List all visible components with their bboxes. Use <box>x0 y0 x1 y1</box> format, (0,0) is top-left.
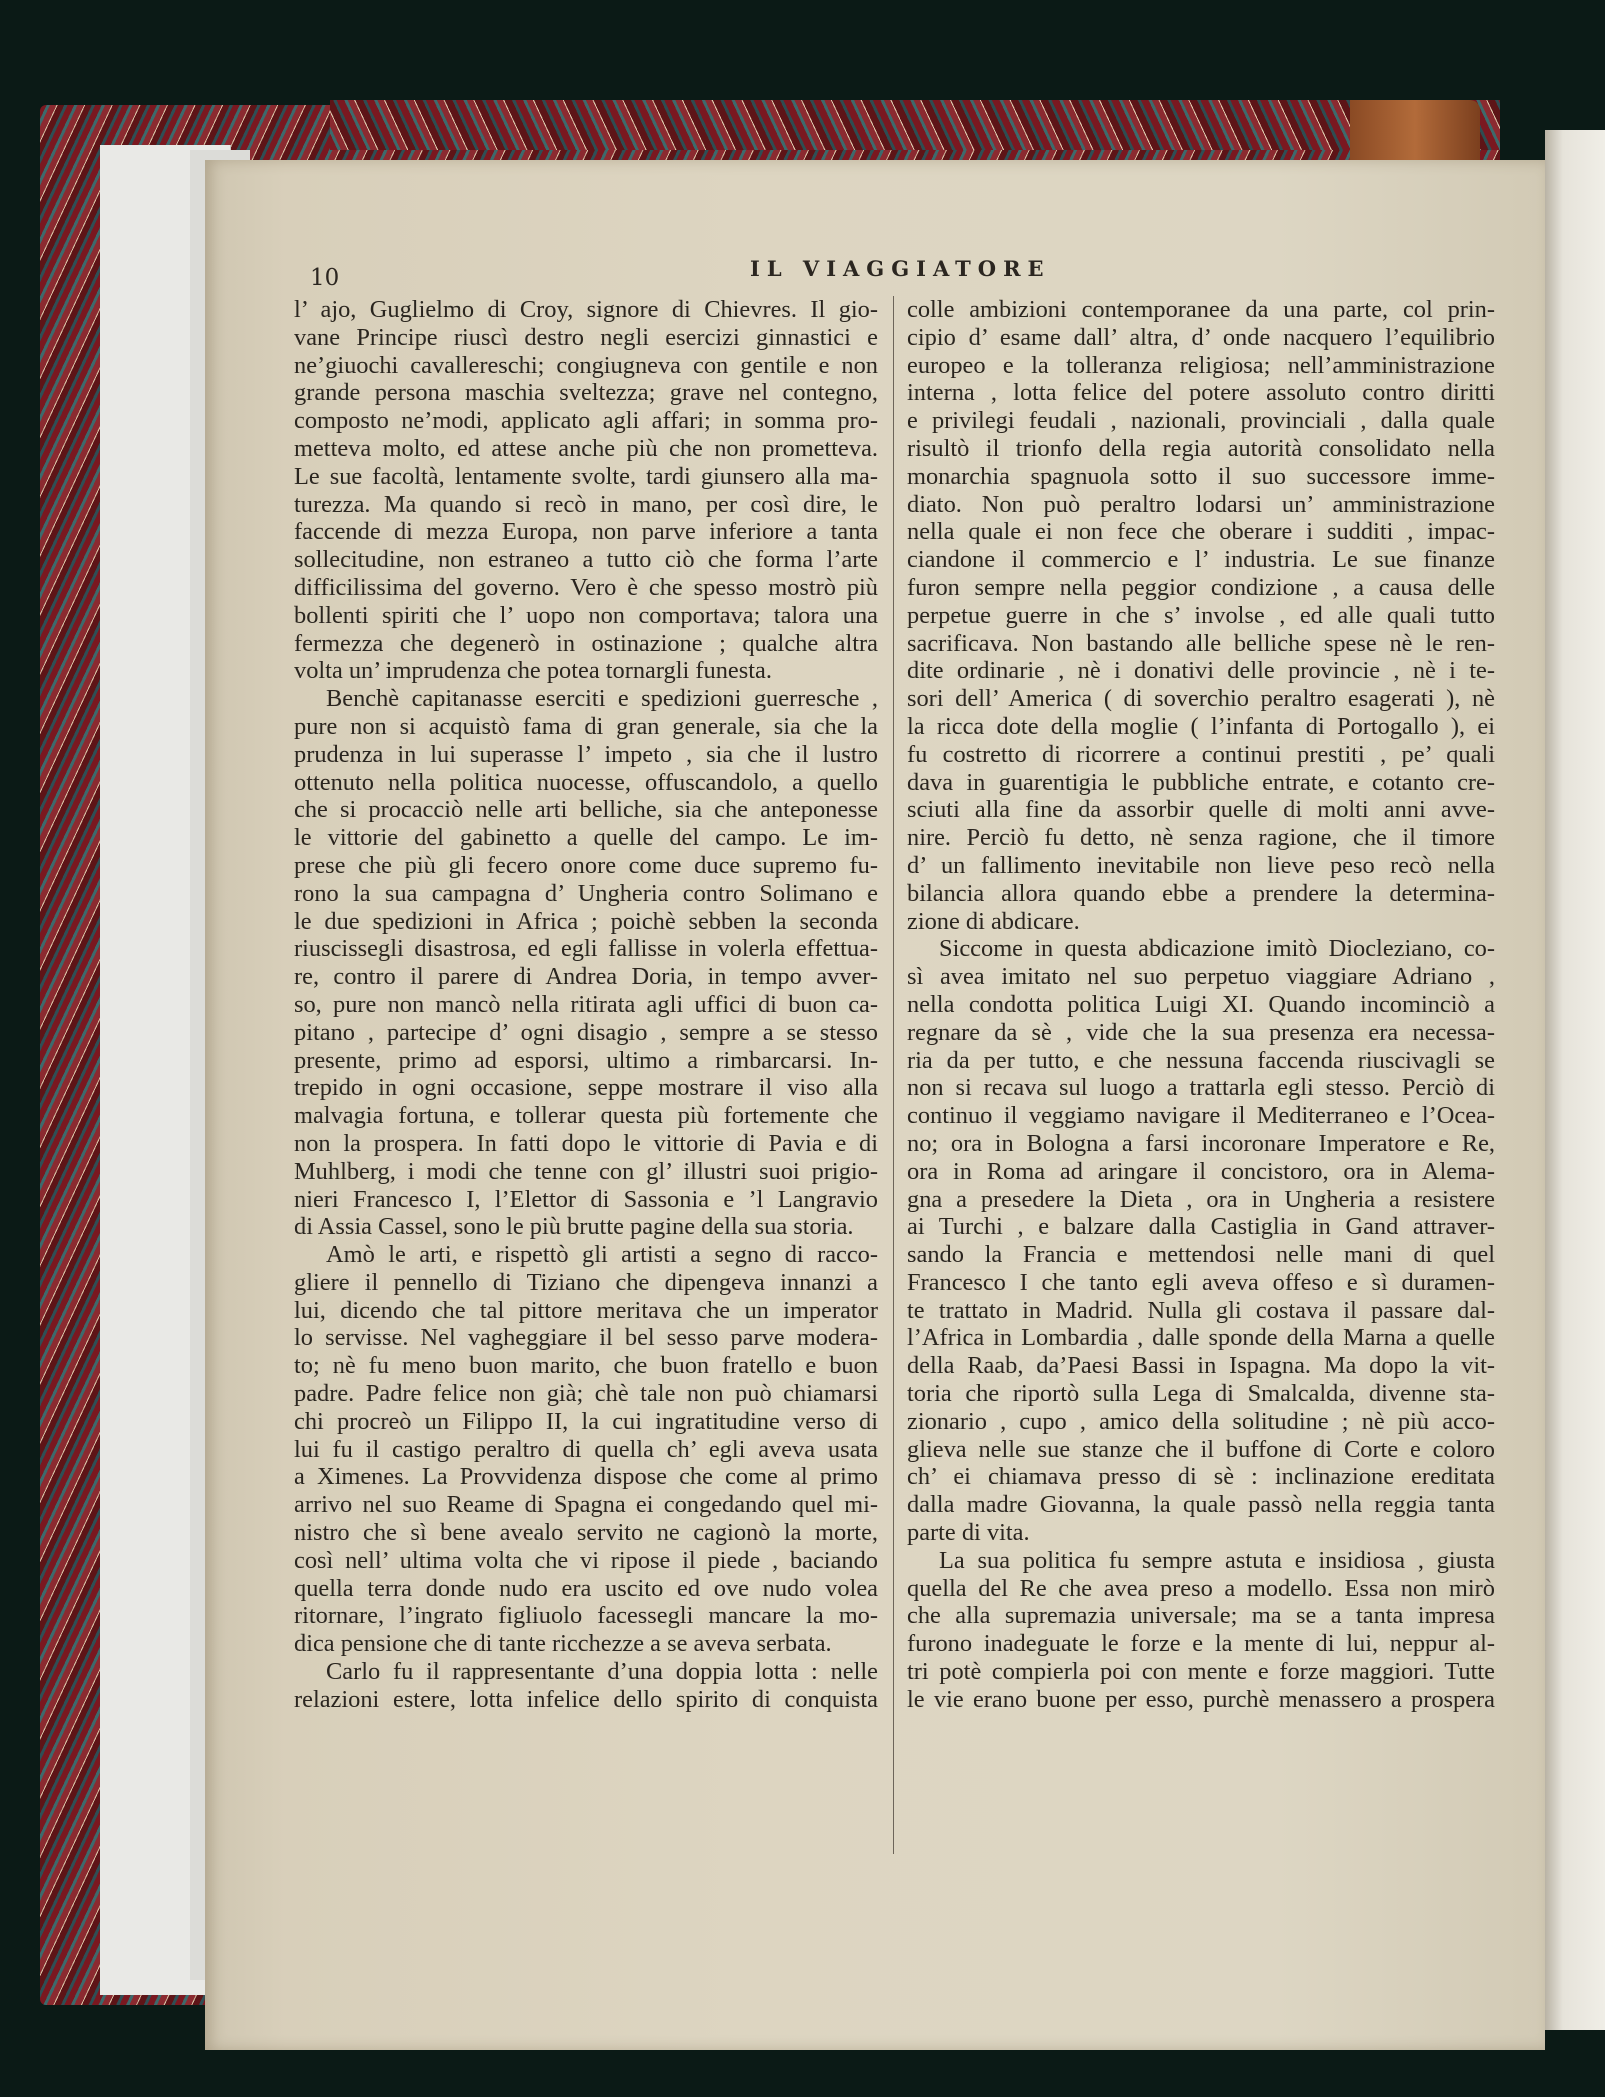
text-line: Amò le arti, e rispettò gli artisti a segno di racco- <box>326 1241 878 1269</box>
text-line: fermezza che degenerò in ostinazione ; qualche altra <box>294 629 878 657</box>
text-line: turezza. Ma quando si recò in mano, per così dire, le <box>294 490 878 518</box>
marbled-edge-top <box>330 100 1500 150</box>
text-line: ria da per tutto, e che nessuna faccenda riuscivagli se <box>907 1046 1495 1074</box>
text-line: ottenuto nella politica nuocesse, offuscandolo, a quello <box>294 768 878 796</box>
text-line: bilancia allora quando ebbe a prendere la determina- <box>907 879 1495 907</box>
text-line: dica pensione che di tante ricchezze a se aveva serbata. <box>294 1630 832 1658</box>
text-line: l’Africa in Lombardia , dalle sponde della Marna a quelle <box>907 1324 1495 1352</box>
text-line: nieri Francesco I, l’Elettor di Sassonia e ’l Langravio <box>294 1185 878 1213</box>
text-line: grande persona maschia sveltezza; grave nel contegno, <box>294 379 878 407</box>
text-line: di Assia Cassel, sono le più brutte pagine della sua storia. <box>294 1213 854 1241</box>
text-line: gliere il pennello di Tiziano che dipengeva innanzi a <box>294 1268 878 1296</box>
text-line: cipio d’ esame dall’ altra, d’ onde nacquero l’equilibrio <box>907 323 1495 351</box>
text-line: europeo e la tolleranza religiosa; nell’amministrazione <box>907 351 1495 379</box>
text-line: quella del Re che avea preso a modello. Essa non mirò <box>907 1574 1495 1602</box>
text-line: prese che più gli fecero onore come duce supremo fu- <box>294 851 878 879</box>
text-line: non si recava sul luogo a trattarla egli stesso. Perciò di <box>907 1074 1495 1102</box>
text-line: sciuti alla fine da assorbir quelle di molti anni avve- <box>907 796 1495 824</box>
text-line: re, contro il parere di Andrea Doria, in tempo avver- <box>294 963 878 991</box>
text-line: Siccome in questa abdicazione imitò Diocleziano, co- <box>939 935 1495 963</box>
text-line: perpetue guerre in che s’ involse , ed alle quali tutto <box>907 601 1495 629</box>
text-line: malvagia fortuna, e tollerar questa più fortemente che <box>294 1102 878 1130</box>
text-line: dalla madre Giovanna, la quale passò nella reggia tanta <box>907 1491 1495 1519</box>
text-line: nella condotta politica Luigi XI. Quando incominciò a <box>907 990 1495 1018</box>
text-line: so, pure non mancò nella ritirata agli uffici di buon ca- <box>294 990 878 1018</box>
text-line: ritornare, l’ingrato figliuolo facessegli mancare la mo- <box>294 1602 878 1630</box>
text-line: arrivo nel suo Reame di Spagna ei congedando quel mi- <box>294 1491 878 1519</box>
text-line: le vie erano buone per esso, purchè menassero a prospera <box>907 1685 1495 1713</box>
text-line: che alla supremazia universale; ma se a tanta impresa <box>907 1602 1495 1630</box>
text-line: nistro che sì bene avealo servito ne cagionò la morte, <box>294 1519 878 1547</box>
text-line: a Ximenes. La Provvidenza dispose che come al primo <box>294 1463 878 1491</box>
text-line: sacrificava. Non bastando alle belliche spese nè le ren- <box>907 629 1495 657</box>
text-line: sando la Francia e mettendosi nelle mani di quel <box>907 1241 1495 1269</box>
text-line: l’ ajo, Guglielmo di Croy, signore di Chievres. Il gio- <box>294 296 878 323</box>
text-line: parte di vita. <box>907 1519 1030 1547</box>
text-line: Muhlberg, i modi che tenne con gl’ illustri suoi prigio- <box>294 1157 878 1185</box>
text-line: non la prospera. In fatti dopo le vittorie di Pavia e di <box>294 1129 878 1157</box>
text-line: furono inadeguate le forze e la mente di lui, neppur al- <box>907 1630 1495 1658</box>
text-line: sollecitudine, non estraneo a tutto ciò che forma l’arte <box>294 546 878 574</box>
facing-page-edge <box>1545 130 1605 2030</box>
text-line: d’ un fallimento inevitabile non lieve peso recò nella <box>907 851 1495 879</box>
text-line: La sua politica fu sempre astuta e insidiosa , giusta <box>939 1546 1495 1574</box>
text-line: ne’giuochi cavallereschi; congiugneva con gentile e non <box>294 351 878 379</box>
text-line: rono la sua campagna d’ Ungheria contro Solimano e <box>294 879 878 907</box>
text-line: ai Turchi , e balzare dalla Castiglia in Gand attraver- <box>907 1213 1495 1241</box>
text-line: colle ambizioni contemporanee da una parte, col prin- <box>907 296 1495 323</box>
text-line: pitano , partecipe d’ ogni disagio , sempre a se stesso <box>294 1018 878 1046</box>
text-line: prudenza in lui superasse l’ impeto , sia che il lustro <box>294 740 878 768</box>
text-column-right <box>907 296 1495 1714</box>
text-line: lui fu il castigo peraltro di quella ch’ egli aveva usata <box>294 1435 878 1463</box>
column-divider <box>893 296 894 1854</box>
text-line: dava in guarentigia le pubbliche entrate, e cotanto cre- <box>907 768 1495 796</box>
text-line: ciandone il commercio e l’ industria. Le sue finanze <box>907 546 1495 574</box>
text-line: continuo il veggiamo navigare il Mediterraneo e l’Ocea- <box>907 1102 1495 1130</box>
text-line: le due spedizioni in Africa ; poichè sebben la seconda <box>294 907 878 935</box>
text-line: le vittorie del gabinetto a quelle del campo. Le im- <box>294 824 878 852</box>
text-line: sori dell’ America ( di soverchio peraltro esagerati ), nè <box>907 685 1495 713</box>
text-line: no; ora in Bologna a farsi incoronare Imperatore e Re, <box>907 1129 1495 1157</box>
text-line: Benchè capitanasse eserciti e spedizioni guerresche , <box>326 685 878 713</box>
text-line: pure non si acquistò fama di gran generale, sia che la <box>294 712 878 740</box>
text-line: furon sempre nella peggior condizione , a causa delle <box>907 573 1495 601</box>
text-line: che si procacciò nelle arti belliche, sia che anteponesse <box>294 796 878 824</box>
text-line: sì avea imitato nel suo perpetuo viaggiare Adriano , <box>907 963 1495 991</box>
text-line: bollenti spiriti che l’ uopo non comportava; talora una <box>294 601 878 629</box>
text-line: fu costretto di ricorrere a continui prestiti , pe’ quali <box>907 740 1495 768</box>
text-line: trepido in ogni occasione, seppe mostrare il viso alla <box>294 1074 878 1102</box>
running-title: IL VIAGGIATORE <box>750 256 1051 281</box>
text-line: monarchia spagnuola sotto il suo successore imme- <box>907 462 1495 490</box>
text-line: padre. Padre felice non già; chè tale non può chiamarsi <box>294 1380 878 1408</box>
text-column-left <box>294 296 878 1714</box>
text-line: toria che riportò sulla Lega di Smalcalda, divenne sta- <box>907 1380 1495 1408</box>
page-number: 10 <box>310 265 340 291</box>
text-line: relazioni estere, lotta infelice dello spirito di conquista <box>294 1685 878 1713</box>
text-line: nire. Perciò fu detto, nè senza ragione, che il timore <box>907 824 1495 852</box>
text-line: diato. Non può peraltro lodarsi un’ amministrazione <box>907 490 1495 518</box>
text-line: Francesco I che tanto egli aveva offeso e sì duramen- <box>907 1268 1495 1296</box>
text-line: quella terra donde nudo era uscito ed ove nudo volea <box>294 1574 878 1602</box>
text-line: nella quale ei non fece che oberare i sudditi , impac- <box>907 518 1495 546</box>
text-line: lo servisse. Nel vagheggiare il bel sesso parve modera- <box>294 1324 878 1352</box>
text-line: Carlo fu il rappresentante d’una doppia lotta : nelle <box>326 1658 878 1686</box>
text-line: Le sue facoltà, lentamente svolte, tardi giunsero alla ma- <box>294 462 878 490</box>
text-line: e privilegi feudali , nazionali, provinciali , dalla quale <box>907 407 1495 435</box>
text-line: riuscissegli disastrosa, ed egli fallisse in volerla effettua- <box>294 935 878 963</box>
text-line: zione di abdicare. <box>907 907 1080 935</box>
text-line: lui, dicendo che tal pittore meritava che un imperator <box>294 1296 878 1324</box>
text-line: dite ordinarie , nè i donativi delle provincie , nè i te- <box>907 657 1495 685</box>
text-line: zionario , cupo , amico della solitudine ; nè più acco- <box>907 1407 1495 1435</box>
text-line: te trattato in Madrid. Nulla gli costava il passare dal- <box>907 1296 1495 1324</box>
text-line: to; nè fu meno buon marito, che buon fratello e buon <box>294 1352 878 1380</box>
text-line: della Raab, da’Paesi Bassi in Ispagna. Ma dopo la vit- <box>907 1352 1495 1380</box>
text-line: ora in Roma ad aringare il concistoro, ora in Alema- <box>907 1157 1495 1185</box>
text-line: risultò il trionfo della regia autorità consolidato nella <box>907 434 1495 462</box>
text-line: composto ne’modi, applicato agli affari; in somma pro- <box>294 407 878 435</box>
text-line: gna a presedere la Dieta , ora in Ungheria a resistere <box>907 1185 1495 1213</box>
text-line: chi procreò un Filippo II, la cui ingratitudine verso di <box>294 1407 878 1435</box>
text-line: faccende di mezza Europa, non parve inferiore a tanta <box>294 518 878 546</box>
text-line: la ricca dote della moglie ( l’infanta di Portogallo ), ei <box>907 712 1495 740</box>
text-line: glieva nelle sue stanze che il buffone di Corte e coloro <box>907 1435 1495 1463</box>
text-line: regnare da sè , vide che la sua presenza era necessa- <box>907 1018 1495 1046</box>
text-line: difficilissima del governo. Vero è che spesso mostrò più <box>294 573 878 601</box>
text-line: così nell’ ultima volta che vi ripose il piede , baciando <box>294 1546 878 1574</box>
text-line: ch’ ei chiamava presso di sè : inclinazione ereditata <box>907 1463 1495 1491</box>
text-line: metteva molto, ed attese anche più che non prometteva. <box>294 434 878 462</box>
text-line: interna , lotta felice del potere assoluto contro diritti <box>907 379 1495 407</box>
text-line: volta un’ imprudenza che potea tornargli funesta. <box>294 657 772 685</box>
text-line: presente, primo ad esporsi, ultimo a rimbarcarsi. In- <box>294 1046 878 1074</box>
text-line: vane Principe riuscì destro negli esercizi ginnastici e <box>294 323 878 351</box>
text-line: tri potè compierla poi con mente e forze maggiori. Tutte <box>907 1658 1495 1686</box>
